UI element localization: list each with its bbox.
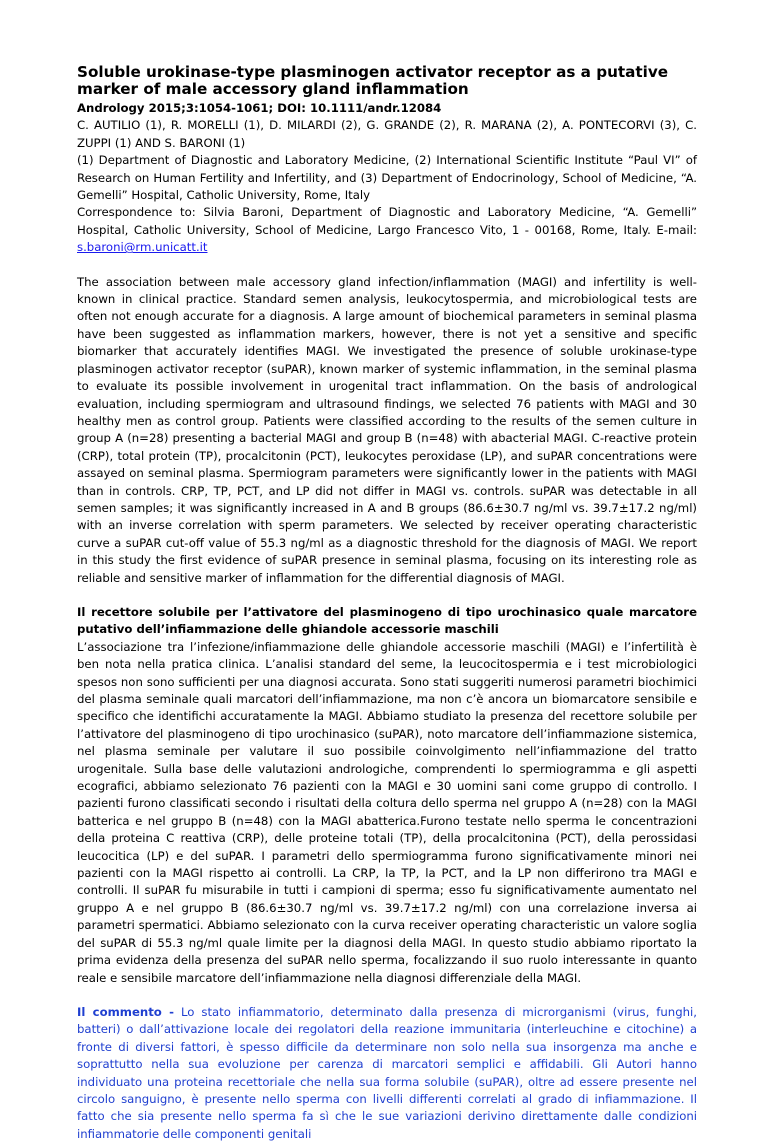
abstract-english: The association between male accessory gland infection/inflammation (MAGI) and infertility is well-known in clinical practice. Standard semen analysis, leukocytospermia, and microbiological tests are often not enough accurate for a diagnosis. A large amount of biochemical parameters in seminal plasma have been suggested as inflammation markers, however, there is not yet a sensitive and specific biomarker that accurately identifies MAGI. We investigated the presence of soluble urokinase-type plasminogen activator receptor (suPAR), known marker of systemic inflammation, in the seminal plasma to evaluate its possible involvement in urogenital tract inflammation. On the basis of andrological evaluation, including spermiogram and ultrasound findings, we selected 76 patients with MAGI and 30 healthy men as control group. Patients were classified according to the results of the semen culture in group A (n=28) presenting a bacterial MAGI and group B (n=48) with abacterial MAGI. C-reactive protein (CRP), total protein (TP), procalcitonin (PCT), leukocytes peroxidase (LP), and suPAR concentrations were assayed on seminal plasma. Spermiogram parameters were significantly lower in the patients with MAGI than in controls. CRP, TP, PCT, and LP did not differ in MAGI vs. controls. suPAR was detectable in all semen samples; it was significantly increased in A and B groups (86.6±30.7 ng/ml vs. 39.7±17.2 ng/ml) with an inverse correlation with sperm parameters. We selected by receiver operating characteristic curve a suPAR cut-off value of 55.3 ng/ml as a diagnostic threshold for the diagnosis of MAGI. We report in this study the first evidence of suPAR presence in seminal plasma, focusing on its interesting role as reliable and sensitive marker of inflammation for the differential diagnosis of MAGI.: [77, 274, 697, 585]
correspondence: [77, 204, 697, 256]
commento-label: Il commento -: [77, 1004, 174, 1019]
article-title: Soluble urokinase-type plasminogen activator receptor as a putative marker of male accessory gland inflammation: [77, 63, 669, 98]
spacer: [77, 987, 697, 1004]
citation: Andrology 2015;3:1054-1061; DOI: 10.1111/andr.12084: [77, 101, 442, 115]
commento-paragraph: [77, 1004, 697, 1143]
document-page: [77, 64, 697, 1143]
affiliations: (1) Department of Diagnostic and Laboratory Medicine, (2) International Scientific Institute “Paul VI” of Research on Human Fertility and Infertility, and (3) Department of Endocrinology, School of Medicine, “A. Gemelli” Hospital, Catholic University, Rome, Italy: [77, 153, 697, 203]
spacer: [77, 587, 697, 604]
authors: C. AUTILIO (1), R. MORELLI (1), D. MILARDI (2), G. GRANDE (2), R. MARANA (2), A. PONTECORVI (3), C. ZUPPI (1) AND S. BARONI (1): [77, 118, 697, 150]
abstract-italian: L’associazione tra l’infezione/infiammazione delle ghiandole accessorie maschili (MAGI) e l’infertilità è ben nota nella pratica clinica. L’analisi standard del seme, la leucocitospermia e i test microbiologici spesos non sono sufficienti per una diagnosi accurata. Sono stati suggeriti numerosi parametri biochimici del plasma seminale quali marcatori dell’infiammazione, ma non c’è ancora un biomarcatore sensibile e specifico che identifichi accuratamente la MAGI. Abbiamo studiato la presenza del recettore solubile per l’attivatore del plasminogeno di tipo urochinasico (suPAR), noto marcatore dell’infiammazione sistemica, nel plasma seminale per valutare il suo possibile coinvolgimento nell’infiammazione del tratto urogenitale. Sulla base delle valutazioni andrologiche, comprendenti lo spermiogramma e gli aspetti ecografici, abbiamo selezionato 76 pazienti con la MAGI e 30 uomini sani come gruppo di controllo. I pazienti furono classificati secondo i risultati della coltura dello sperma nel gruppo A (n=28) con la MAGI batterica e nel gruppo B (n=48) con la MAGI abatterica.Furono testate nello sperma le concentrazioni della proteina C reattiva (CRP), delle proteine totali (TP), della procalcitonina (PCT), della perossidasi leucocitica (LP) e del suPAR. I parametri dello spermiogramma furono significativamente minori nei pazienti con la MAGI rispetto ai controlli. La CRP, la TP, la PCT, and la LP non differirono tra MAGI e controlli. Il suPAR fu misurabile in tutti i campioni di sperma; esso fu significativamente aumentato nel gruppo A e nel gruppo B (86.6±30.7 ng/ml vs. 39.7±17.2 ng/ml) con una correlazione inversa ai parametri spermatici. Abbiamo selezionato con la curva receiver operating characteristic un valore soglia del suPAR di 55.3 ng/ml quale limite per la diagnosi della MAGI. In questo studio abbiamo riportato la prima evidenza della presenza del suPAR nello sperma, focalizzando il suo ruolo interessante in quanto reale e sensibile marcatore dell’infiammazione nella diagnosi differenziale della MAGI.: [77, 639, 697, 985]
correspondence-text: Correspondence to: Silvia Baroni, Department of Diagnostic and Laboratory Medicine, “A. Gemelli” Hospital, Catholic University, School of Medicine, Largo Francesco Vito, 1 - 00168, Rome, Italy. E-mail:: [77, 205, 697, 237]
spacer: [77, 257, 697, 274]
commento-text: Lo stato infiammatorio, determinato dalla presenza di microrganismi (virus, funghi, batteri) o dall’attivazione locale dei regolatori della reazione immunitaria (interleuchine e citochine) a fronte di diversi fattori, è spesso difficile da determinare non solo nella sua insorgenza ma anche e soprattutto nella sua evoluzione per carenza di marcatori semplici e affidabili. Gli Autori hanno individuato una proteina recettoriale che nella sua forma solubile (suPAR), oltre ad essere presente nel circolo sanguigno, è presente nello sperma con livelli differenti correlati al grado di infiammazione. Il fatto che sia presente nello sperma fa sì che le sue variazioni derivino direttamente dalle condizioni infiammatorie delle componenti genitali: [77, 1004, 697, 1141]
italian-title: Il recettore solubile per l’attivatore del plasminogeno di tipo urochinasico quale marcatore putativo dell’infiammazione delle ghiandole accessorie maschili: [77, 604, 697, 637]
email-link[interactable]: s.baroni@rm.unicatt.it: [77, 240, 208, 255]
